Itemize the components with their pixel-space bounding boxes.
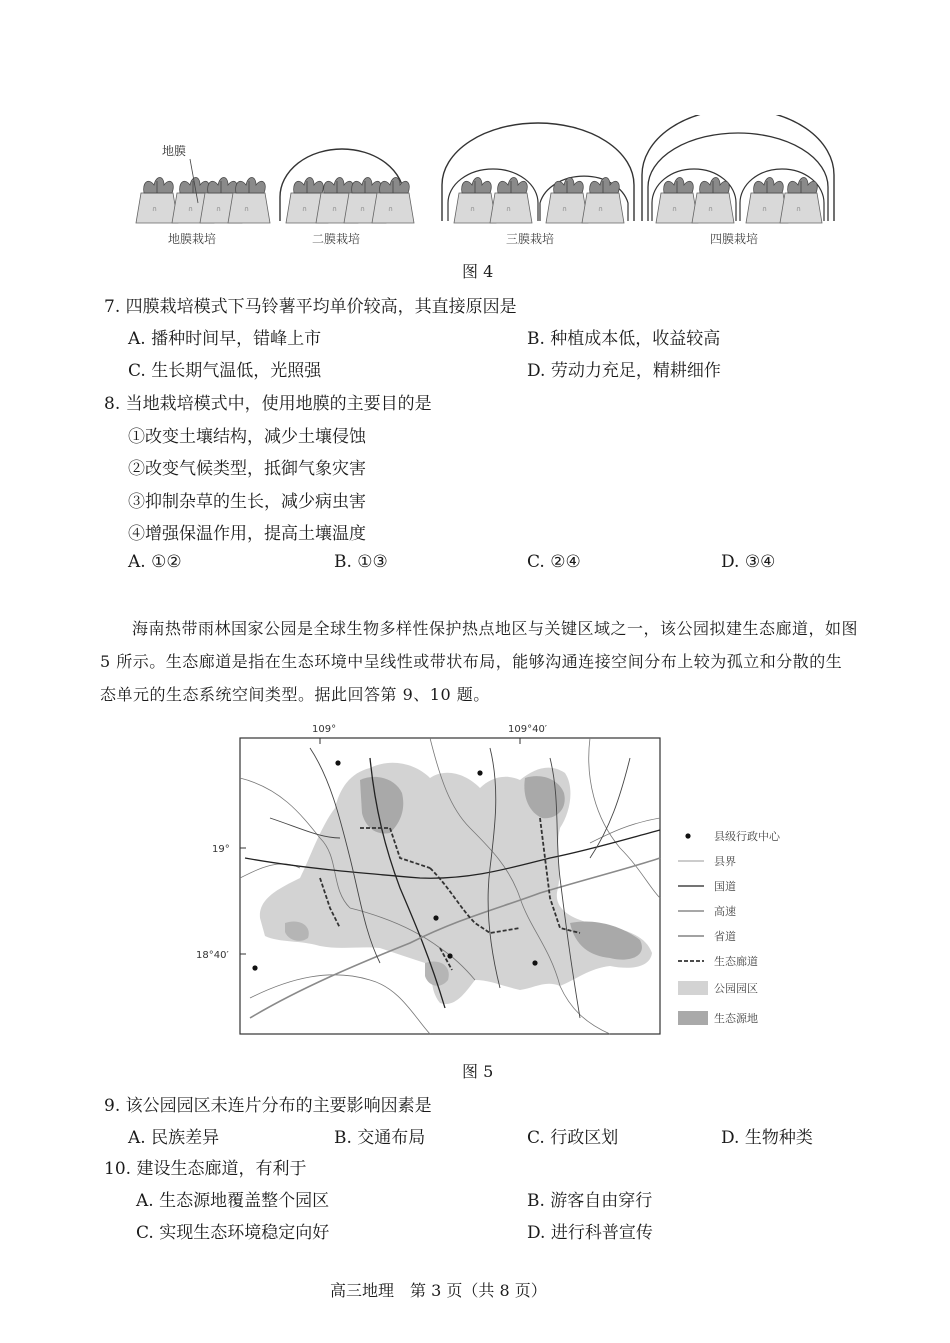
q8-option-d[interactable]: D. ③④ bbox=[721, 552, 776, 572]
q10-option-a[interactable]: A. 生态源地覆盖整个园区 bbox=[136, 1191, 330, 1211]
q9-option-b[interactable]: B. 交通布局 bbox=[334, 1128, 426, 1148]
legend-provincial-road: 省道 bbox=[714, 930, 736, 943]
q8-item-4: ④增强保温作用，提高土壤温度 bbox=[128, 524, 366, 544]
legend-national-road: 国道 bbox=[714, 880, 736, 893]
figure-5-map bbox=[190, 718, 790, 1040]
q10-option-d[interactable]: D. 进行科普宣传 bbox=[527, 1223, 653, 1243]
q8-stem: 8. 当地栽培模式中，使用地膜的主要目的是 bbox=[104, 394, 432, 414]
q9-option-a[interactable]: A. 民族差异 bbox=[128, 1128, 220, 1148]
mode-label-3: 三膜栽培 bbox=[506, 232, 555, 246]
legend-eco-source: 生态源地 bbox=[714, 1012, 758, 1025]
county-seat bbox=[532, 960, 537, 965]
figure-5 bbox=[190, 718, 790, 1040]
q8-item-2: ②改变气候类型，抵御气象灾害 bbox=[128, 459, 366, 479]
passage-text: 海南热带雨林国家公园是全球生物多样性保护热点地区与关键区域之一，该公园拟建生态廊道，如图 5 所示。生态廊道是指在生态环境中呈线性或带状布局，能够沟通连接空间分布上较为孤立和分散的生态单元的生态系统空间类型。据此回答第 9、10 题。 bbox=[100, 619, 859, 704]
figure-4-drawing bbox=[130, 115, 840, 255]
q9-option-c[interactable]: C. 行政区划 bbox=[527, 1128, 619, 1148]
mode-dimo bbox=[136, 143, 270, 246]
mode-label-1: 地膜栽培 bbox=[168, 232, 217, 246]
county-seat bbox=[335, 760, 340, 765]
legend-eco-corridor: 生态廊道 bbox=[714, 955, 758, 968]
legend-expressway: 高速 bbox=[714, 905, 736, 918]
mode-simo bbox=[642, 115, 834, 246]
county-seat bbox=[477, 770, 482, 775]
county-seat bbox=[252, 965, 257, 970]
q8-item-1: ①改变土壤结构，减少土壤侵蚀 bbox=[128, 427, 366, 447]
q7-stem: 7. 四膜栽培模式下马铃薯平均单价较高，其直接原因是 bbox=[104, 297, 517, 317]
q7-option-a[interactable]: A. 播种时间早，错峰上市 bbox=[128, 329, 322, 349]
q9-option-d[interactable]: D. 生物种类 bbox=[721, 1128, 813, 1148]
q9-stem: 9. 该公园园区未连片分布的主要影响因素是 bbox=[104, 1096, 432, 1116]
q8-option-a[interactable]: A. ①② bbox=[128, 552, 182, 572]
mode-label-4: 四膜栽培 bbox=[710, 232, 759, 246]
dimo-label: 地膜 bbox=[162, 144, 187, 158]
q10-stem: 10. 建设生态廊道，有利于 bbox=[104, 1159, 307, 1179]
q7-option-b[interactable]: B. 种植成本低，收益较高 bbox=[527, 329, 721, 349]
county-seat bbox=[447, 953, 452, 958]
q10-option-b[interactable]: B. 游客自由穿行 bbox=[527, 1191, 653, 1211]
lat-label-1: 19° bbox=[212, 844, 230, 855]
figure-5-caption: 图 5 bbox=[462, 1062, 494, 1081]
figure-4 bbox=[130, 115, 840, 255]
legend-county-seat: 县级行政中心 bbox=[714, 830, 780, 843]
figure-4-caption: 图 4 bbox=[462, 262, 494, 281]
lon-label-2: 109°40′ bbox=[508, 724, 548, 735]
mode-sanmo bbox=[442, 123, 634, 246]
map-legend bbox=[678, 829, 781, 1025]
q8-option-c[interactable]: C. ②④ bbox=[527, 552, 581, 572]
legend-county-boundary: 县界 bbox=[714, 855, 736, 868]
county-seat bbox=[433, 915, 438, 920]
lat-label-2: 18°40′ bbox=[196, 950, 229, 961]
q8-item-3: ③抑制杂草的生长，减少病虫害 bbox=[128, 492, 366, 512]
page-footer: 高三地理 第 3 页（共 8 页） bbox=[330, 1281, 547, 1300]
mode-ermo bbox=[280, 149, 414, 246]
q10-option-c[interactable]: C. 实现生态环境稳定向好 bbox=[136, 1223, 330, 1243]
legend-park-area: 公园园区 bbox=[714, 982, 758, 995]
mode-label-2: 二膜栽培 bbox=[312, 232, 361, 246]
q7-option-d[interactable]: D. 劳动力充足，精耕细作 bbox=[527, 361, 721, 381]
lon-label-1: 109° bbox=[312, 724, 337, 735]
q8-option-b[interactable]: B. ①③ bbox=[334, 552, 388, 572]
q7-option-c[interactable]: C. 生长期气温低，光照强 bbox=[128, 361, 322, 381]
